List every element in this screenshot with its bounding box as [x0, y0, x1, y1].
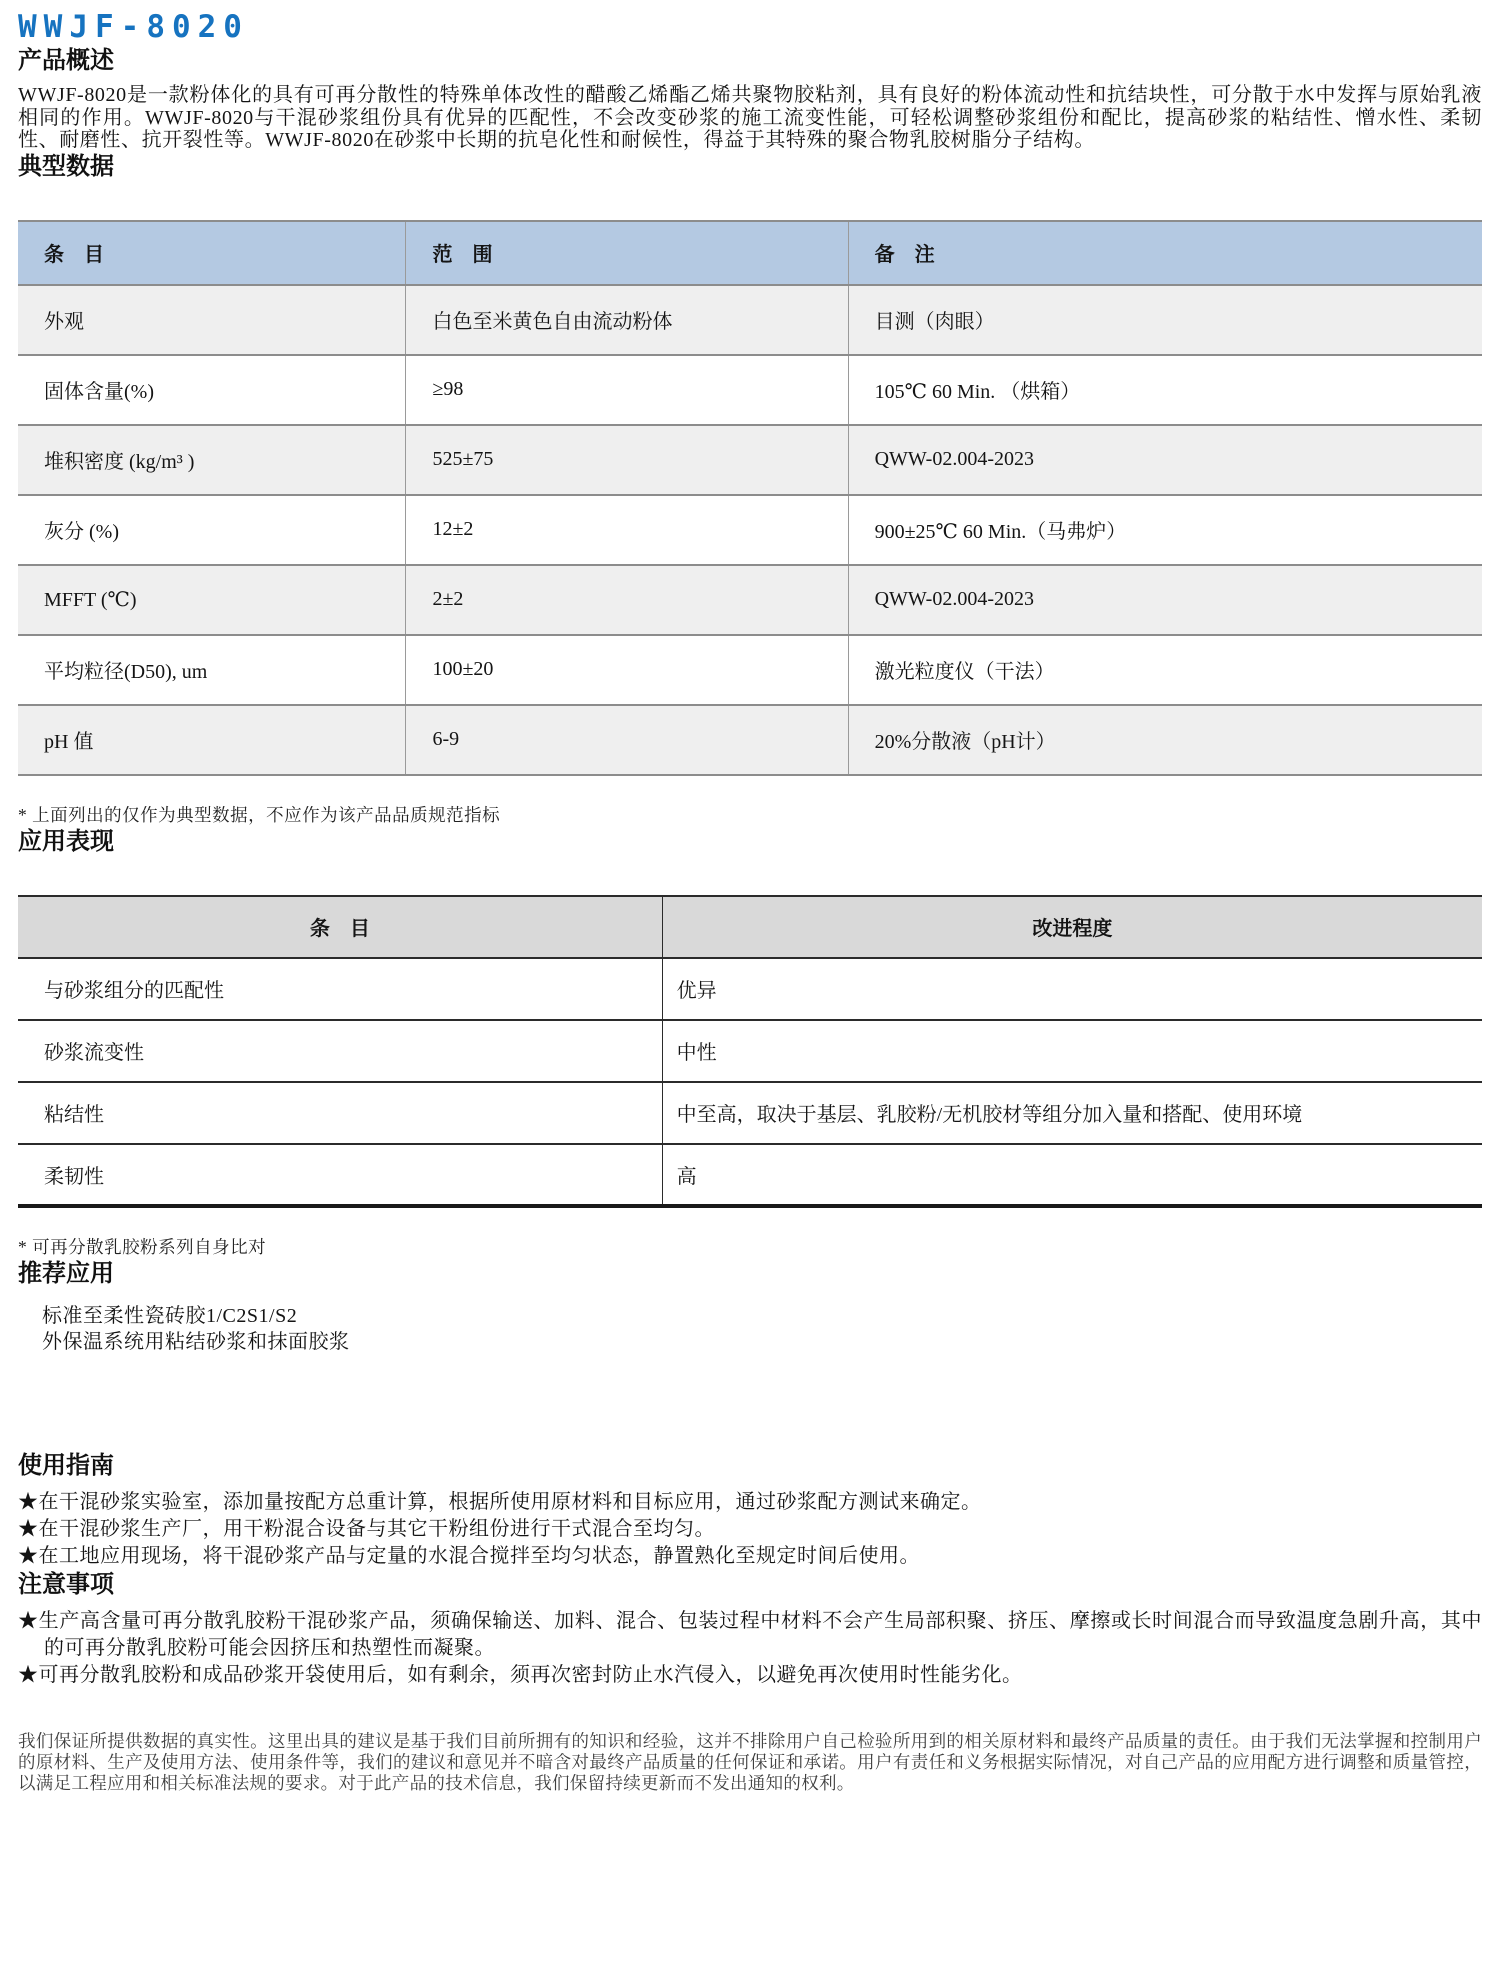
precautions-list: [18, 1608, 1482, 1689]
table-cell: 中至高，取决于基层、乳胶粉/无机胶材等组分加入量和搭配、使用环境: [662, 1082, 1482, 1144]
star-bullet-icon: ★: [18, 1544, 39, 1567]
typical-data-table-header: [18, 221, 1482, 285]
table-cell: QWW-02.004-2023: [848, 425, 1482, 495]
star-bullet-icon: ★: [18, 1609, 39, 1632]
table-cell: 白色至米黄色自由流动粉体: [406, 285, 848, 355]
bullet-item: ★在干混砂浆生产厂，用干粉混合设备与其它干粉组份进行干式混合至均匀。: [18, 1517, 715, 1540]
application-performance-table-header: [18, 896, 1482, 958]
typical-data-heading: 典型数据: [18, 152, 114, 180]
table-cell: 灰分 (%): [18, 495, 406, 565]
usage-guide-list: [18, 1489, 1482, 1570]
recommended-application-item: 标准至柔性瓷砖胶1/C2S1/S2: [42, 1304, 298, 1327]
column-header-item: 条 目: [18, 896, 662, 958]
typical-data-table: [18, 220, 1482, 776]
column-header-remark: 备 注: [848, 221, 1482, 285]
table-row: [18, 958, 1482, 1020]
section-spacer: [18, 1355, 1482, 1451]
table-cell: 105℃ 60 Min. （烘箱）: [848, 355, 1482, 425]
column-header-item: 条 目: [18, 221, 406, 285]
table-row: [18, 355, 1482, 425]
bullet-item: ★生产高含量可再分散乳胶粉干混砂浆产品，须确保输送、加料、混合、包装过程中材料不会产生局部积聚、挤压、摩擦或长时间混合而导致温度急剧升高，其中的可再分散乳胶粉可能会因挤压和热塑性而凝聚。: [18, 1609, 1483, 1659]
table-header-row: [18, 896, 1482, 958]
table-cell: 2±2: [406, 565, 848, 635]
column-header-range: 范 围: [406, 221, 848, 285]
product-title: WWJF-8020: [18, 9, 249, 45]
table-row: [18, 425, 1482, 495]
table-cell: 柔韧性: [18, 1144, 662, 1206]
table-row: [18, 705, 1482, 775]
table-row: [18, 1144, 1482, 1206]
disclaimer-text: 我们保证所提供数据的真实性。这里出具的建议是基于我们目前所拥有的知识和经验，这并不排除用户自己检验所用到的相关原材料和最终产品质量的责任。由于我们无法掌握和控制用户的原材料、生产及使用方法、使用条件等，我们的建议和意见并不暗含对最终产品质量的任何保证和承诺。用户有责任和义务根据实际情况，对自己产品的应用配方进行调整和质量管控，以满足工程应用和相关标准法规的要求。对于此产品的技术信息，我们保留持续更新而不发出通知的权利。: [18, 1730, 1482, 1793]
recommended-applications-heading: 推荐应用: [18, 1259, 114, 1287]
table-cell: 中性: [662, 1020, 1482, 1082]
table-cell: 900±25℃ 60 Min.（马弗炉）: [848, 495, 1482, 565]
table-header-row: [18, 221, 1482, 285]
table-cell: 砂浆流变性: [18, 1020, 662, 1082]
recommended-applications-list: [18, 1303, 1482, 1355]
table-cell: QWW-02.004-2023: [848, 565, 1482, 635]
table-row: [18, 1020, 1482, 1082]
star-bullet-icon: ★: [18, 1663, 39, 1686]
typical-data-footnote: * 上面列出的仅作为典型数据，不应作为该产品品质规范指标: [18, 804, 501, 825]
table-row: [18, 495, 1482, 565]
table-cell: 6-9: [406, 705, 848, 775]
table-cell: 目测（肉眼）: [848, 285, 1482, 355]
table-cell: 固体含量(%): [18, 355, 406, 425]
application-performance-heading: 应用表现: [18, 827, 114, 855]
table-cell: pH 值: [18, 705, 406, 775]
application-performance-table: [18, 895, 1482, 1208]
precautions-heading: 注意事项: [18, 1570, 114, 1598]
table-cell: 优异: [662, 958, 1482, 1020]
table-row: [18, 285, 1482, 355]
table-cell: 100±20: [406, 635, 848, 705]
table-cell: 12±2: [406, 495, 848, 565]
table-cell: 平均粒径(D50), um: [18, 635, 406, 705]
table-row: [18, 635, 1482, 705]
table-row: [18, 1082, 1482, 1144]
overview-paragraph: WWJF-8020是一款粉体化的具有可再分散性的特殊单体改性的醋酸乙烯酯乙烯共聚物胶粘剂，具有良好的粉体流动性和抗结块性，可分散于水中发挥与原始乳液相同的作用。WWJF-8020与干混砂浆组份具有优异的匹配性，不会改变砂浆的施工流变性能，可轻松调整砂浆组份和配比，提高砂浆的粘结性、憎水性、柔韧性、耐磨性、抗开裂性等。WWJF-8020在砂浆中长期的抗皂化性和耐候性，得益于其特殊的聚合物乳胶树脂分子结构。: [18, 84, 1482, 151]
application-performance-footnote: * 可再分散乳胶粉系列自身比对: [18, 1236, 267, 1257]
table-cell: 激光粒度仪（干法）: [848, 635, 1482, 705]
table-cell: MFFT (℃): [18, 565, 406, 635]
recommended-application-item: 外保温系统用粘结砂浆和抹面胶浆: [42, 1330, 350, 1353]
table-cell: 20%分散液（pH计）: [848, 705, 1482, 775]
table-cell: ≥98: [406, 355, 848, 425]
usage-guide-heading: 使用指南: [18, 1451, 114, 1479]
column-header-improvement: 改进程度: [662, 896, 1482, 958]
table-cell: 外观: [18, 285, 406, 355]
star-bullet-icon: ★: [18, 1490, 39, 1513]
bullet-item: ★可再分散乳胶粉和成品砂浆开袋使用后，如有剩余，须再次密封防止水汽侵入，以避免再次使用时性能劣化。: [18, 1663, 1023, 1686]
table-cell: 与砂浆组分的匹配性: [18, 958, 662, 1020]
table-cell: 525±75: [406, 425, 848, 495]
star-bullet-icon: ★: [18, 1517, 39, 1540]
table-cell: 粘结性: [18, 1082, 662, 1144]
table-row: [18, 565, 1482, 635]
bullet-item: ★在干混砂浆实验室，添加量按配方总重计算，根据所使用原材料和目标应用，通过砂浆配方测试来确定。: [18, 1490, 982, 1513]
overview-heading: 产品概述: [18, 47, 114, 74]
table-cell: 高: [662, 1144, 1482, 1206]
typical-data-table-body: [18, 285, 1482, 775]
bullet-item: ★在工地应用现场，将干混砂浆产品与定量的水混合搅拌至均匀状态，静置熟化至规定时间后使用。: [18, 1544, 920, 1567]
table-cell: 堆积密度 (kg/m³ ): [18, 425, 406, 495]
application-performance-table-body: [18, 958, 1482, 1206]
